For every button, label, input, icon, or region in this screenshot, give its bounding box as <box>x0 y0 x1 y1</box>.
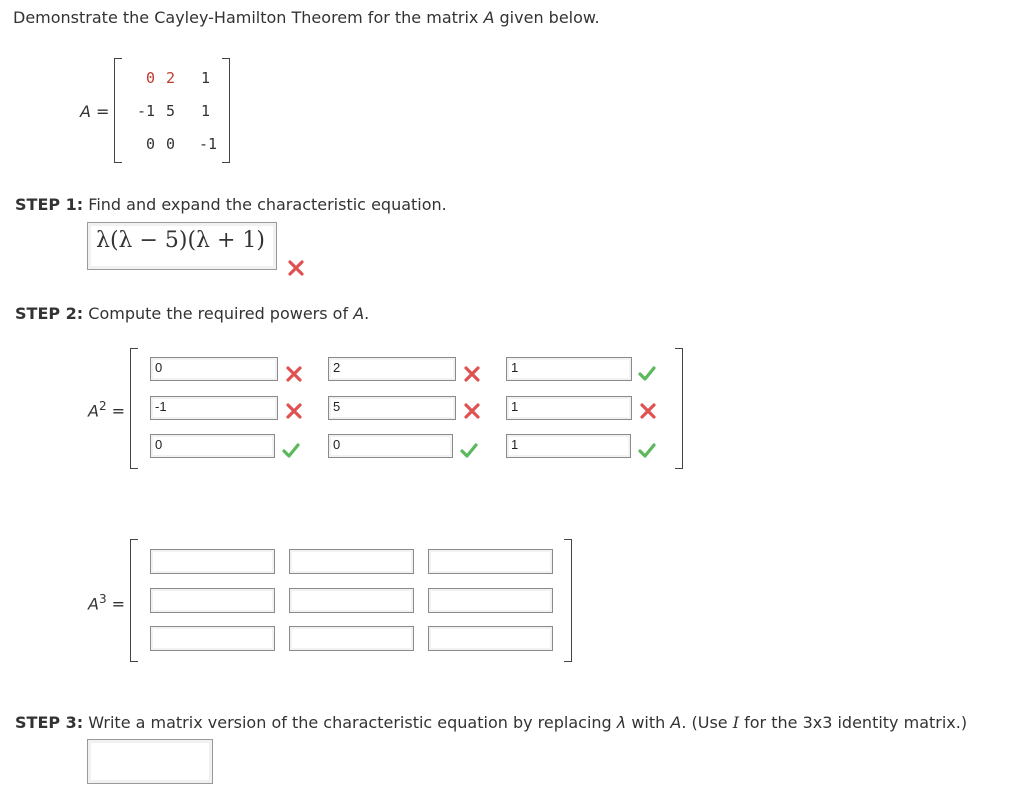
a2-cell-input[interactable]: 1 <box>506 396 632 420</box>
a2-label-base: A <box>88 401 99 421</box>
a3-cell-input[interactable] <box>428 626 553 651</box>
matrix-a-cell: 5 <box>165 102 175 120</box>
a2-left-bracket <box>130 348 138 469</box>
step1-title: STEP 1: <box>15 195 84 214</box>
step1-text: Find and expand the characteristic equation. <box>83 195 447 214</box>
step2-title: STEP 2: <box>15 304 84 323</box>
correct-icon <box>638 442 656 458</box>
step2-text: Compute the required powers of <box>83 304 354 323</box>
step3-text: for the 3x3 identity matrix.) <box>739 713 968 732</box>
correct-icon <box>282 442 300 458</box>
incorrect-icon <box>463 366 481 382</box>
a2-cell-input[interactable]: 1 <box>506 434 631 458</box>
a3-cell-input[interactable] <box>289 626 414 651</box>
characteristic-equation-answer[interactable]: λ(λ − 5)(λ + 1) <box>87 222 277 270</box>
step3-identity: I <box>732 713 740 732</box>
a3-right-bracket <box>564 539 572 662</box>
a2-cell-input[interactable]: 1 <box>506 357 632 381</box>
prompt-text-end: given below. <box>494 8 600 27</box>
a3-label <box>88 592 125 613</box>
matrix-a-cell: 1 <box>200 69 210 87</box>
a3-label-eq: = <box>106 594 126 614</box>
matrix-a-cell: -1 <box>198 135 217 153</box>
a3-cell-input[interactable] <box>428 588 553 613</box>
a3-left-bracket <box>130 539 138 662</box>
a3-cell-input[interactable] <box>428 549 553 574</box>
a2-right-bracket <box>675 348 683 469</box>
a2-label-exp: 2 <box>98 399 107 413</box>
step3-text: . (Use <box>681 713 733 732</box>
incorrect-icon <box>287 260 305 276</box>
a3-cell-input[interactable] <box>150 549 275 574</box>
a2-cell-input[interactable]: 5 <box>328 396 456 420</box>
incorrect-icon <box>285 403 303 419</box>
prompt-text: Demonstrate the Cayley-Hamilton Theorem for the matrix <box>13 8 484 27</box>
matrix-a-cell: 2 <box>165 69 175 87</box>
incorrect-icon <box>463 403 481 419</box>
question-prompt <box>13 8 600 27</box>
a2-cell-input[interactable]: 0 <box>328 434 453 458</box>
matrix-a-cell: -1 <box>136 102 155 120</box>
step3-heading <box>15 713 967 732</box>
a3-cell-input[interactable] <box>150 588 275 613</box>
matrix-a-cell: 0 <box>165 135 175 153</box>
a3-cell-input[interactable] <box>289 588 414 613</box>
matrix-a-left-bracket <box>114 58 122 163</box>
matrix-a-cell: 0 <box>145 69 155 87</box>
step3-text: with <box>626 713 671 732</box>
a2-cell-input[interactable]: -1 <box>150 396 278 420</box>
matrix-equation-answer[interactable] <box>87 739 213 784</box>
prompt-var: A <box>483 8 495 27</box>
a3-label-exp: 3 <box>98 592 107 606</box>
correct-icon <box>638 365 656 381</box>
step3-lambda: λ <box>616 713 627 732</box>
a3-label-base: A <box>88 594 99 614</box>
a2-label-eq: = <box>106 401 126 421</box>
a2-cell-input[interactable]: 0 <box>150 357 278 381</box>
step3-var: A <box>670 713 682 732</box>
step2-text-end: . <box>364 304 370 323</box>
a3-cell-input[interactable] <box>150 626 275 651</box>
matrix-a-cell: 1 <box>200 102 210 120</box>
a3-cell-input[interactable] <box>289 549 414 574</box>
matrix-a-cell: 0 <box>145 135 155 153</box>
matrix-a-right-bracket <box>222 58 230 163</box>
step2-heading <box>15 304 369 323</box>
correct-icon <box>460 442 478 458</box>
step3-title: STEP 3: <box>15 713 84 732</box>
a2-cell-input[interactable]: 2 <box>328 357 456 381</box>
step1-heading <box>15 195 447 214</box>
a2-cell-input[interactable]: 0 <box>150 434 275 458</box>
incorrect-icon <box>285 366 303 382</box>
matrix-a-label: A = <box>80 102 110 121</box>
a2-label <box>88 399 125 420</box>
incorrect-icon <box>639 403 657 419</box>
step2-var: A <box>353 304 365 323</box>
step3-text: Write a matrix version of the characteristic equation by replacing <box>83 713 617 732</box>
